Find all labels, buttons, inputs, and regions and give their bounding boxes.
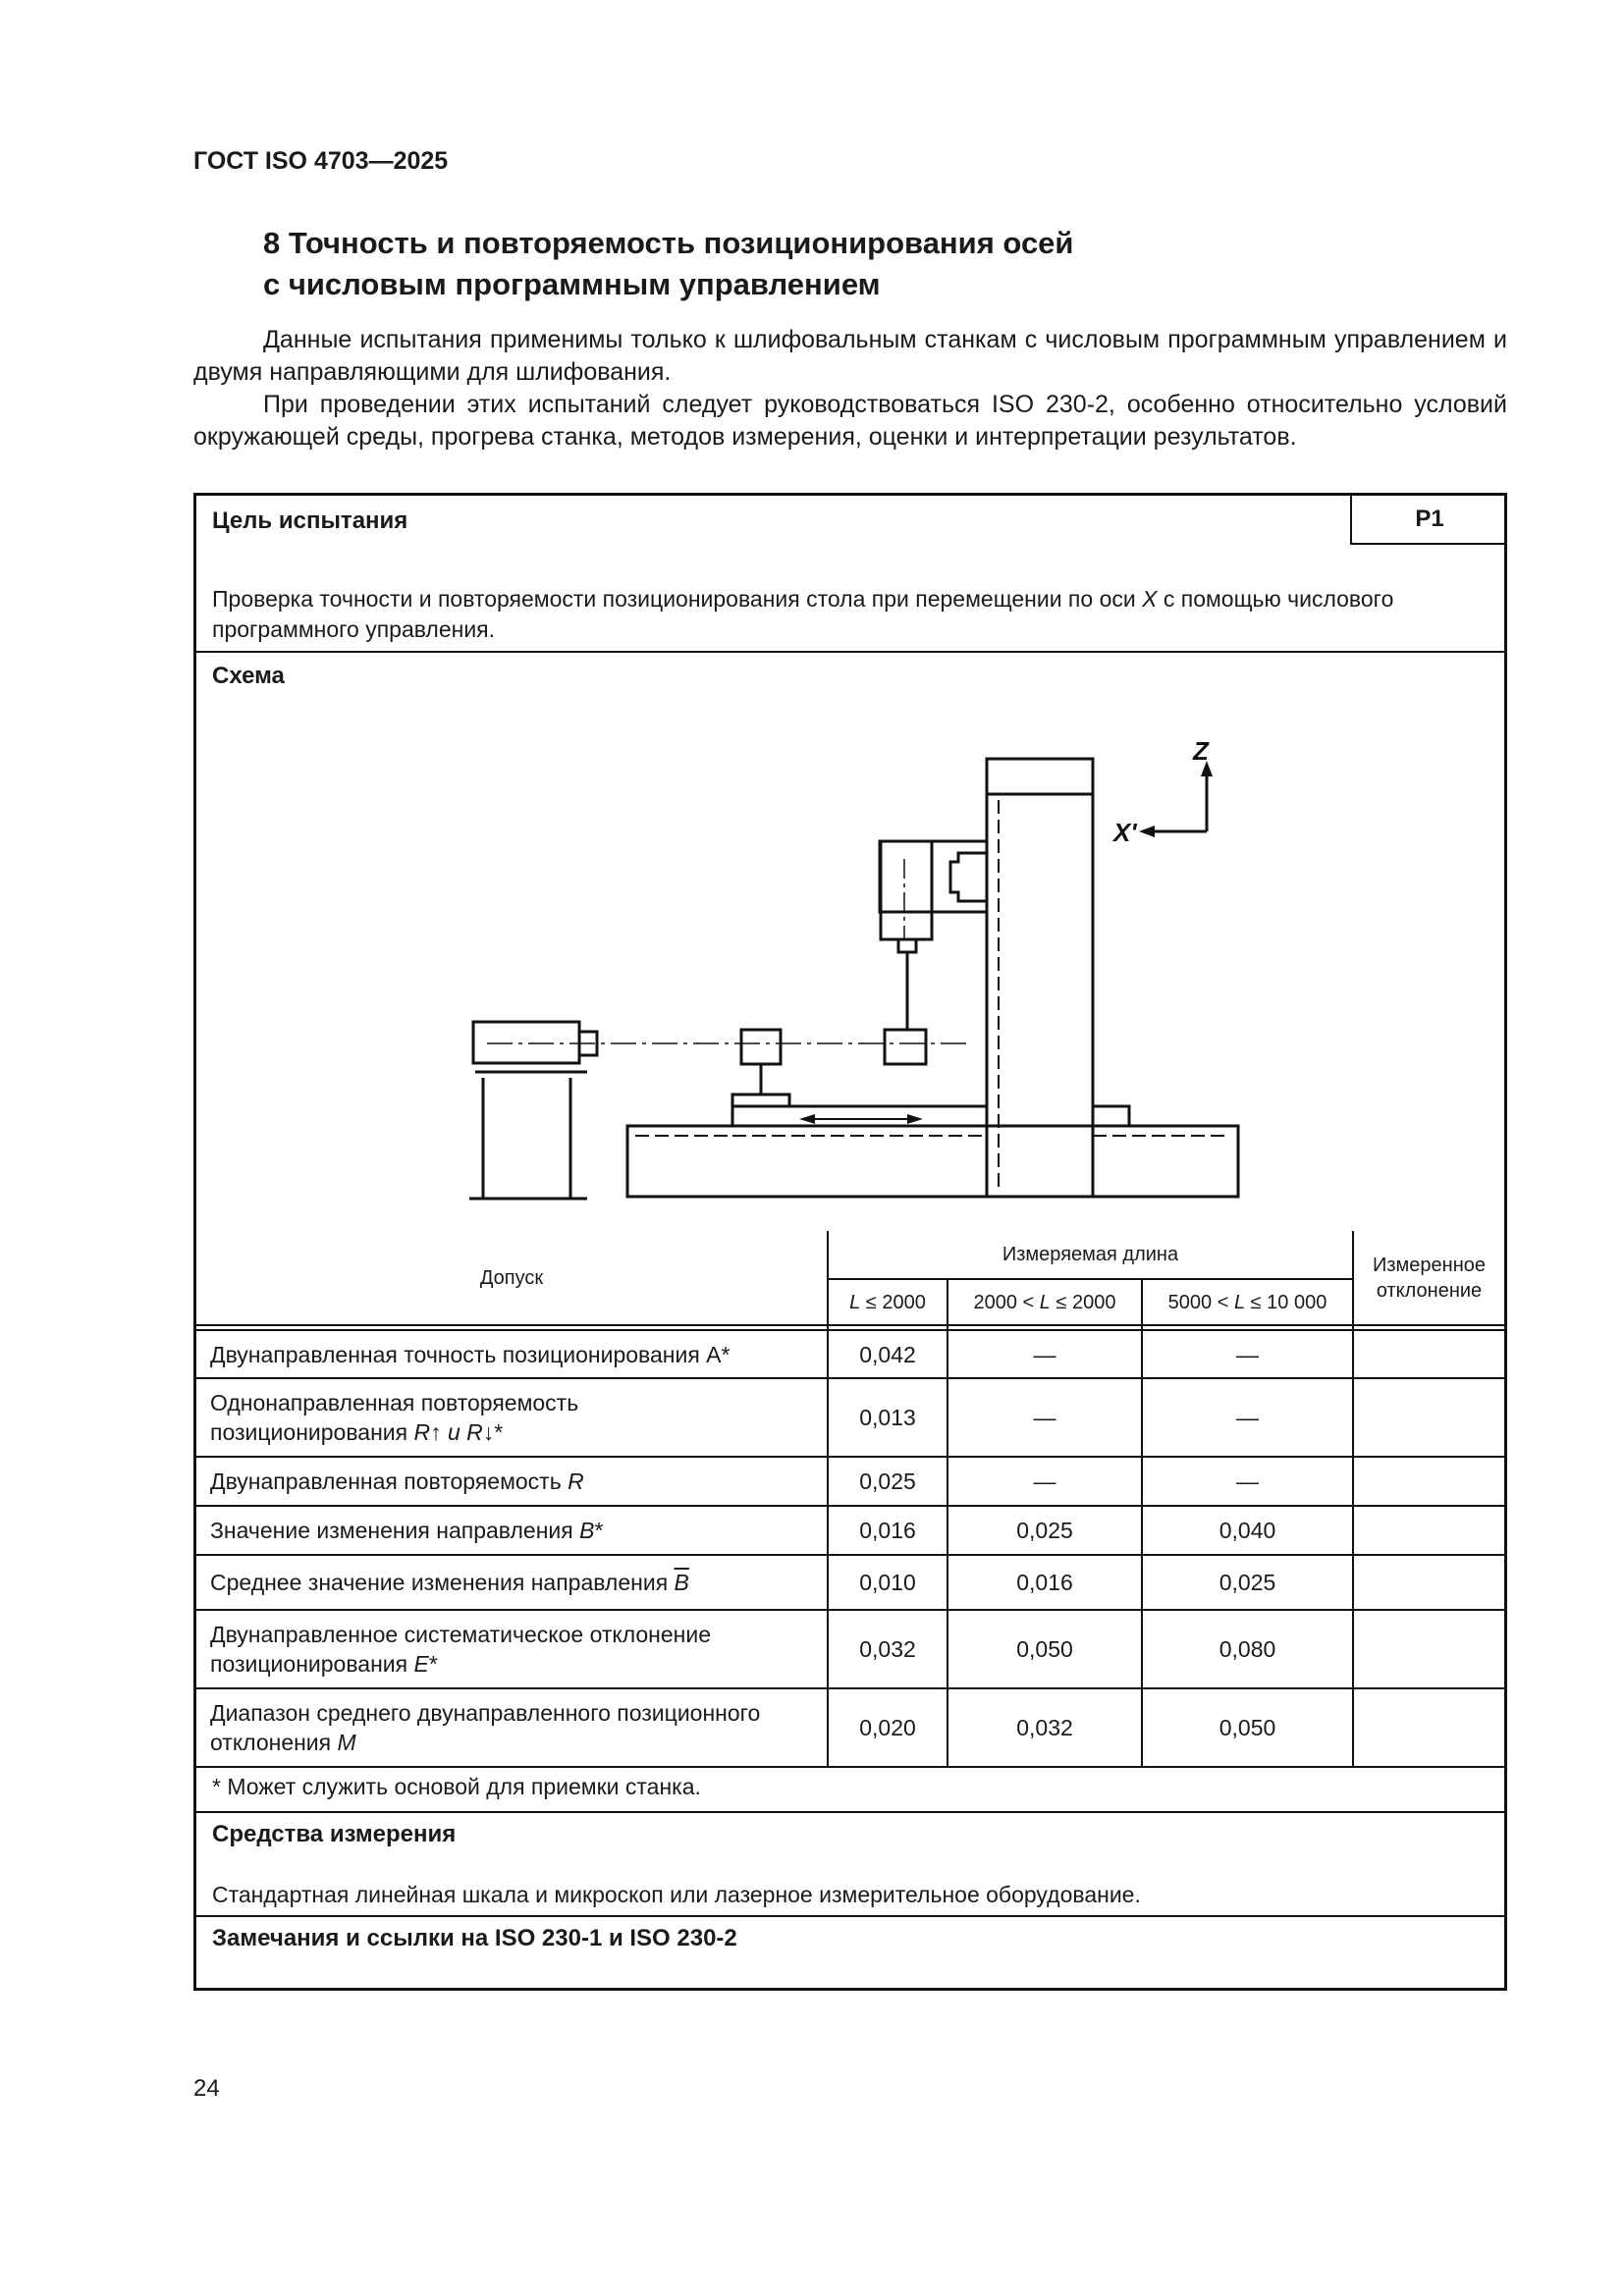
row-symbol: B [579, 1518, 595, 1543]
cell-value: 0,025 [947, 1506, 1142, 1555]
row-name-text: Среднее значение изменения направления [210, 1570, 675, 1595]
range-post: ≤ 10 000 [1245, 1291, 1327, 1313]
cell-deviation [1353, 1555, 1504, 1610]
row-name: Двунаправленная точность позиционирования A* [196, 1330, 828, 1378]
row-name [196, 1457, 828, 1506]
cell-value: 0,032 [947, 1688, 1142, 1767]
remarks-label: Замечания и ссылки на ISO 230-1 и ISO 230-2 [212, 1925, 737, 1951]
row-name [196, 1555, 828, 1610]
cell-value: 0,032 [828, 1610, 947, 1688]
tolerance-table [196, 1231, 1504, 1768]
test-code: P1 [1350, 496, 1507, 545]
interferometer [741, 1030, 781, 1064]
section-title-line1: 8 Точность и повторяемость позиционирования осей [263, 226, 1074, 260]
range-var: L [849, 1291, 861, 1313]
objective-text-part: Проверка точности и повторяемости позиционирования стола при перемещении по оси [212, 586, 1143, 612]
cell-value: 0,020 [828, 1688, 947, 1767]
objective-label: Цель испытания [212, 507, 408, 534]
instruments-text: Стандартная линейная шкала и микроскоп или лазерное измерительное оборудование. [212, 1882, 1141, 1907]
instruments-label: Средства измерения [212, 1821, 457, 1847]
objective-text [212, 584, 1489, 645]
range-pre: 5000 < [1167, 1291, 1234, 1313]
range-pre: 2000 < [973, 1291, 1040, 1313]
machine-table [732, 1106, 987, 1126]
header-range-3 [1142, 1279, 1353, 1325]
header-range-2 [947, 1279, 1142, 1325]
cell-deviation [1353, 1610, 1504, 1688]
objective-axis: X [1142, 586, 1158, 612]
row-suffix: * [428, 1651, 438, 1677]
section-title [263, 223, 1540, 305]
cell-value: 0,010 [828, 1555, 947, 1610]
row-name-text: Двунаправленная повторяемость [210, 1468, 568, 1494]
page-number: 24 [193, 2075, 220, 2102]
reflector [885, 1030, 926, 1064]
axis-z-label: Z [1193, 736, 1209, 766]
row-name-line1: Диапазон среднего двунаправленного позиционного [210, 1700, 761, 1726]
cell-value: 0,042 [828, 1330, 947, 1378]
cell-value: — [947, 1378, 1142, 1457]
range-post: ≤ 2000 [860, 1291, 926, 1313]
cell-value: — [947, 1330, 1142, 1378]
range-var: L [1039, 1291, 1051, 1313]
row-name [196, 1506, 828, 1555]
header-tolerance: Допуск [196, 1231, 828, 1325]
row-name-line1: Однонаправленная повторяемость [210, 1390, 579, 1415]
cell-value: 0,025 [828, 1457, 947, 1506]
axis-x-label: X' [1113, 818, 1137, 847]
range-var: L [1233, 1291, 1246, 1313]
cell-value: — [947, 1457, 1142, 1506]
cell-value: — [1142, 1330, 1353, 1378]
cell-deviation [1353, 1378, 1504, 1457]
machine-column [987, 759, 1093, 1197]
row-suffix: * [594, 1518, 604, 1543]
row-name [196, 1688, 828, 1767]
table-row [196, 1330, 1504, 1378]
scheme-label: Схема [212, 663, 285, 689]
cell-value: — [1142, 1457, 1353, 1506]
cell-deviation [1353, 1330, 1504, 1378]
row-symbol: $\overline{B}$ [674, 1570, 689, 1595]
row-symbol: R [568, 1468, 584, 1494]
test-sheet [193, 493, 1507, 1991]
standard-id: ГОСТ ISO 4703—2025 [193, 147, 449, 175]
cell-value: 0,016 [947, 1555, 1142, 1610]
intro-text [193, 324, 1507, 454]
row-name-line1: Двунаправленное систематическое отклонение [210, 1622, 712, 1647]
row-symbol: M [337, 1730, 356, 1755]
header-measured-deviation [1353, 1231, 1504, 1325]
cell-value: 0,025 [1142, 1555, 1353, 1610]
header-range-1 [828, 1279, 947, 1325]
laser-head [473, 1022, 579, 1063]
cell-value: — [1142, 1378, 1353, 1457]
cell-value: 0,050 [1142, 1688, 1353, 1767]
table-row [196, 1506, 1504, 1555]
x-arrowhead [1139, 826, 1155, 837]
cell-value: 0,050 [947, 1610, 1142, 1688]
table-row [196, 1688, 1504, 1767]
divider [196, 1915, 1504, 1917]
cell-deviation [1353, 1506, 1504, 1555]
header-measured-length: Измеряемая длина [828, 1231, 1353, 1279]
scheme-diagram [196, 663, 1504, 1234]
table-row [196, 1610, 1504, 1688]
cell-value: 0,040 [1142, 1506, 1353, 1555]
table-row [196, 1555, 1504, 1610]
row-suffix: * [494, 1419, 504, 1445]
row-name [196, 1378, 828, 1457]
section-title-line2: с числовым программным управлением [263, 267, 881, 301]
cell-value: 0,013 [828, 1378, 947, 1457]
header-deviation-line2: отклонение [1376, 1279, 1483, 1302]
row-name-line2: позиционирования [210, 1651, 414, 1677]
row-name-line2: отклонения [210, 1730, 338, 1755]
intro-paragraph: При проведении этих испытаний следует руководствоваться ISO 230-2, особенно относительно условий окружающей среды, прогрева станка, методов измерения, оценки и интерпретации результатов. [193, 391, 1507, 451]
table-row [196, 1378, 1504, 1457]
row-name-line2: позиционирования [210, 1419, 414, 1445]
footnote: * Может служить основой для приемки станка. [212, 1774, 701, 1799]
row-name-text: Значение изменения направления [210, 1518, 580, 1543]
row-symbol: E [413, 1651, 429, 1677]
header-deviation-line1: Измеренное [1373, 1254, 1486, 1276]
cell-value: 0,016 [828, 1506, 947, 1555]
row-name [196, 1610, 828, 1688]
divider [196, 1811, 1504, 1813]
objective-text-part: с помощью числового программного управления. [212, 586, 1394, 642]
range-post: ≤ 2000 [1050, 1291, 1116, 1313]
table-row [196, 1457, 1504, 1506]
cell-deviation [1353, 1457, 1504, 1506]
cell-deviation [1353, 1688, 1504, 1767]
intro-paragraph: Данные испытания применимы только к шлифовальным станкам с числовым программным управлением и двумя направляющими для шлифования. [193, 326, 1507, 386]
cell-value: 0,080 [1142, 1610, 1353, 1688]
row-symbol: R↑ и R↓ [413, 1419, 495, 1445]
divider [196, 651, 1504, 653]
